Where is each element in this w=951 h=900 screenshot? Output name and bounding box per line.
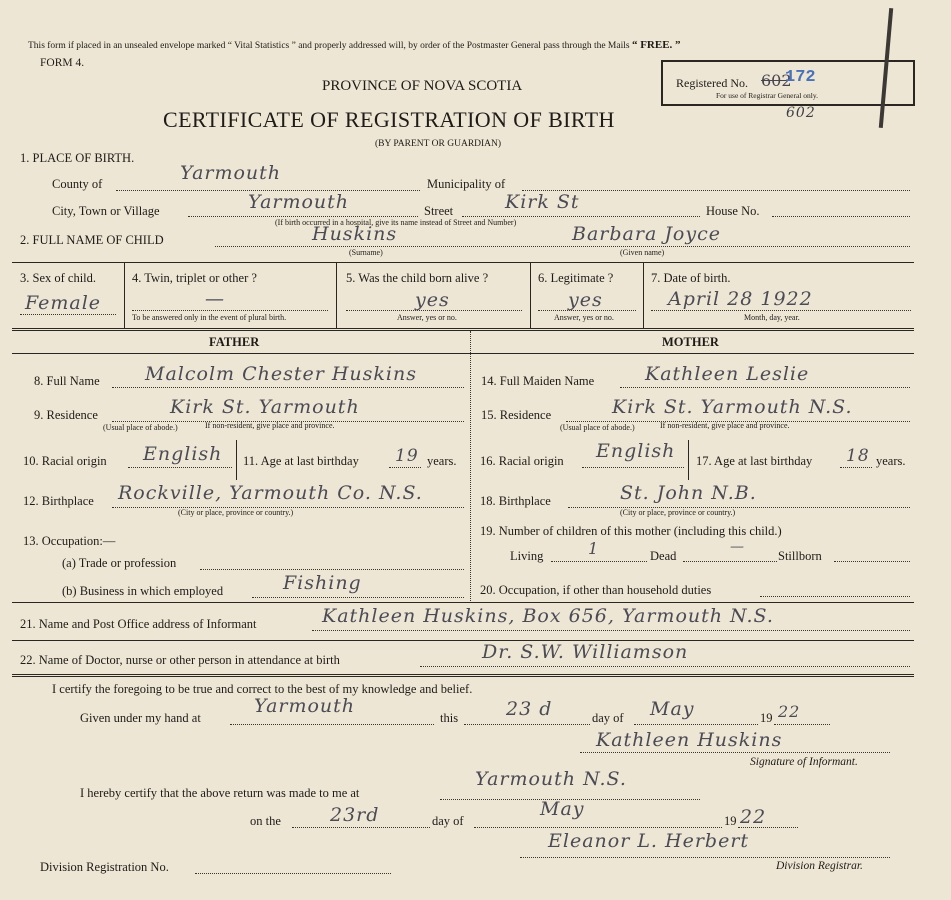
informant-rule: [12, 640, 914, 641]
father-racial-label: 10. Racial origin: [23, 454, 107, 468]
place-of-birth-heading: 1. PLACE OF BIRTH.: [20, 151, 135, 165]
twin-value: —: [205, 288, 225, 310]
division-registration-label: Division Registration No.: [40, 860, 169, 874]
parents-heading-rule: [12, 353, 914, 354]
registrar-place-value: Yarmouth N.S.: [475, 768, 627, 790]
certify-month-value: May: [650, 698, 695, 720]
informant-label: 21. Name and Post Office address of Informant: [20, 617, 257, 631]
mother-occupation-label: 20. Occupation, if other than household duties: [480, 583, 712, 597]
on-the-label: on the: [250, 814, 281, 828]
mother-age-unit: years.: [876, 454, 906, 468]
child-name-label: 2. FULL NAME OF CHILD: [20, 233, 164, 247]
living-line: [551, 561, 647, 562]
mother-heading: MOTHER: [662, 335, 719, 349]
notice-prefix: This form if placed in an unsealed envelope marked: [28, 41, 226, 51]
father-residence-label: 9. Residence: [34, 408, 98, 422]
father-residence-note1: (Usual place of abode.): [103, 423, 178, 432]
house-label: House No.: [706, 204, 760, 218]
certificate-title: CERTIFICATE OF REGISTRATION OF BIRTH: [163, 107, 615, 132]
registrar-day-value: 23rd: [330, 804, 380, 826]
mother-residence-note2: If non-resident, give place and province.: [660, 421, 790, 430]
certify-statement: I certify the foregoing to be true and correct to the best of my knowledge and belief.: [52, 682, 473, 696]
mother-birthplace-value: St. John N.B.: [620, 482, 757, 504]
sex-value: Female: [25, 292, 102, 314]
registrar-signature-line: [520, 857, 890, 858]
registered-box: [661, 60, 915, 106]
twin-label: 4. Twin, triplet or other ?: [132, 271, 257, 285]
father-residence-value: Kirk St. Yarmouth: [170, 396, 360, 418]
mother-name-label: 14. Full Maiden Name: [481, 374, 595, 388]
father-racial-line: [128, 467, 232, 468]
registrar-day-label: day of: [432, 814, 464, 828]
margin-note: 602: [786, 105, 816, 121]
postal-notice: [28, 40, 681, 52]
doctor-rule: [12, 674, 914, 677]
surname-caption: (Surname): [349, 248, 383, 257]
certify-year-prefix: 19: [760, 711, 773, 725]
details-bottom-rule: [12, 328, 914, 331]
given-place-value: Yarmouth: [254, 695, 356, 717]
father-age-divider: [236, 440, 237, 480]
divider-1: [124, 262, 125, 328]
date-value: April 28 1922: [668, 288, 813, 310]
given-label: Given under my hand at: [80, 711, 201, 725]
living-label: Living: [510, 549, 544, 563]
living-value: 1: [588, 539, 600, 558]
certificate-subtitle: (BY PARENT OR GUARDIAN): [375, 139, 502, 149]
mother-age-line: [840, 467, 872, 468]
given-caption: (Given name): [620, 248, 665, 257]
county-value: Yarmouth: [180, 162, 282, 184]
mother-birthplace-label: 18. Birthplace: [480, 494, 551, 508]
father-heading: FATHER: [209, 335, 260, 349]
child-surname-value: Huskins: [312, 223, 398, 245]
father-residence-note2: If non-resident, give place and province.: [205, 421, 335, 430]
father-birthplace-value: Rockville, Yarmouth Co. N.S.: [118, 482, 423, 504]
stillborn-line: [834, 561, 910, 562]
father-occupation-label: 13. Occupation:—: [23, 534, 116, 548]
informant-line: [312, 630, 910, 631]
registrar-signature-label: Division Registrar.: [776, 860, 863, 872]
father-birthplace-note: (City or place, province or country.): [178, 508, 294, 517]
certify-year-line: [774, 724, 830, 725]
father-age-value: 19: [395, 446, 419, 466]
street-value: Kirk St: [505, 191, 580, 213]
father-age-unit: years.: [427, 454, 457, 468]
notice-free: “ FREE. ”: [631, 39, 681, 51]
divider-3: [530, 262, 531, 328]
father-age-line: [389, 467, 421, 468]
legitimate-value: yes: [568, 289, 603, 311]
business-line: [252, 597, 464, 598]
trade-line: [200, 569, 464, 570]
given-place-line: [230, 724, 434, 725]
registrar-month-value: May: [540, 798, 585, 820]
dead-label: Dead: [650, 549, 677, 563]
alive-label: 5. Was the child born alive ?: [346, 271, 489, 285]
registered-number: 172: [785, 68, 816, 87]
mother-racial-value: English: [596, 440, 676, 462]
mother-racial-label: 16. Racial origin: [480, 454, 564, 468]
informant-signature-label: Signature of Informant.: [750, 756, 858, 768]
father-name-value: Malcolm Chester Huskins: [145, 363, 417, 385]
legitimate-note: Answer, yes or no.: [554, 313, 614, 322]
city-value: Yarmouth: [248, 191, 350, 213]
date-label: 7. Date of birth.: [651, 271, 731, 285]
divider-4: [643, 262, 644, 328]
registered-label: Registered No.: [676, 76, 748, 90]
dead-line: [683, 561, 777, 562]
informant-signature: Kathleen Huskins: [596, 729, 783, 751]
date-line: [651, 310, 911, 311]
sex-label: 3. Sex of child.: [20, 271, 97, 285]
father-name-label: 8. Full Name: [34, 374, 100, 388]
divider-2: [336, 262, 337, 328]
city-line: [188, 216, 418, 217]
registrar-year-value: 22: [740, 806, 767, 828]
form-number: FORM 4.: [40, 57, 85, 69]
doctor-value: Dr. S.W. Williamson: [482, 641, 689, 663]
alive-note: Answer, yes or no.: [397, 313, 457, 322]
dead-value: —: [730, 539, 745, 555]
certify-day-label: day of: [592, 711, 624, 725]
business-value: Fishing: [283, 572, 362, 594]
registrar-month-line: [474, 827, 722, 828]
child-given-value: Barbara Joyce: [572, 223, 721, 245]
mother-name-line: [620, 387, 910, 388]
mother-occupation-line: [760, 596, 910, 597]
twin-line: [132, 310, 328, 311]
certify-year-value: 22: [778, 702, 801, 721]
legitimate-label: 6. Legitimate ?: [538, 271, 614, 285]
informant-value: Kathleen Huskins, Box 656, Yarmouth N.S.: [322, 605, 774, 627]
street-line: [462, 216, 700, 217]
date-note: Month, day, year.: [744, 313, 800, 322]
city-label: City, Town or Village: [52, 204, 160, 218]
municipality-label: Municipality of: [427, 177, 506, 191]
registrar-note: For use of Registrar General only.: [716, 91, 818, 100]
father-racial-value: English: [143, 443, 223, 465]
street-label: Street: [424, 204, 454, 218]
mother-age-value: 18: [846, 446, 870, 466]
child-name-line: [215, 246, 910, 247]
registered-crossed: 602: [761, 71, 792, 90]
mother-residence-value: Kirk St. Yarmouth N.S.: [612, 396, 853, 418]
sex-line: [20, 314, 116, 315]
mother-age-divider: [688, 440, 689, 480]
notice-marked: “ Vital Statistics ”: [227, 41, 296, 51]
father-age-label: 11. Age at last birthday: [243, 454, 359, 468]
house-line: [772, 216, 910, 217]
division-registration-line: [195, 873, 391, 874]
details-top-rule: [12, 262, 914, 263]
doctor-line: [420, 666, 910, 667]
certify-day-value: 23 d: [506, 698, 553, 720]
business-label: (b) Business in which employed: [62, 584, 224, 598]
this-label: this: [440, 711, 459, 725]
mother-birthplace-note: (City or place, province or country.): [620, 508, 736, 517]
hospital-note: (If birth occurred in a hospital, give its name instead of Street and Number): [275, 218, 517, 227]
mother-residence-label: 15. Residence: [481, 408, 552, 422]
registrar-statement: I hereby certify that the above return was made to me at: [80, 786, 360, 800]
certify-day-line: [464, 724, 590, 725]
mother-age-label: 17. Age at last birthday: [696, 454, 813, 468]
province-heading: PROVINCE OF NOVA SCOTIA: [322, 78, 523, 94]
registrar-year-prefix: 19: [724, 814, 737, 828]
stillborn-label: Stillborn: [778, 549, 822, 563]
alive-value: yes: [415, 289, 450, 311]
trade-label: (a) Trade or profession: [62, 556, 177, 570]
parents-bottom-rule: [12, 602, 914, 603]
county-label: County of: [52, 177, 103, 191]
twin-note: To be answered only in the event of plural birth.: [132, 313, 287, 322]
municipality-line: [522, 190, 910, 191]
mother-racial-line: [582, 467, 684, 468]
certify-month-line: [634, 724, 758, 725]
father-name-line: [112, 387, 464, 388]
mother-residence-note1: (Usual place of abode.): [560, 423, 635, 432]
father-birthplace-label: 12. Birthplace: [23, 494, 94, 508]
registrar-signature: Eleanor L. Herbert: [548, 830, 750, 852]
informant-signature-line: [580, 752, 890, 753]
mother-name-value: Kathleen Leslie: [645, 363, 810, 385]
children-label: 19. Number of children of this mother (including this child.): [480, 524, 782, 538]
registrar-day-line: [292, 827, 430, 828]
doctor-label: 22. Name of Doctor, nurse or other person in attendance at birth: [20, 653, 340, 667]
parents-divider: [470, 331, 471, 601]
notice-mid: and properly addressed will, by order of the Postmaster General pass through the Mails: [298, 41, 630, 51]
